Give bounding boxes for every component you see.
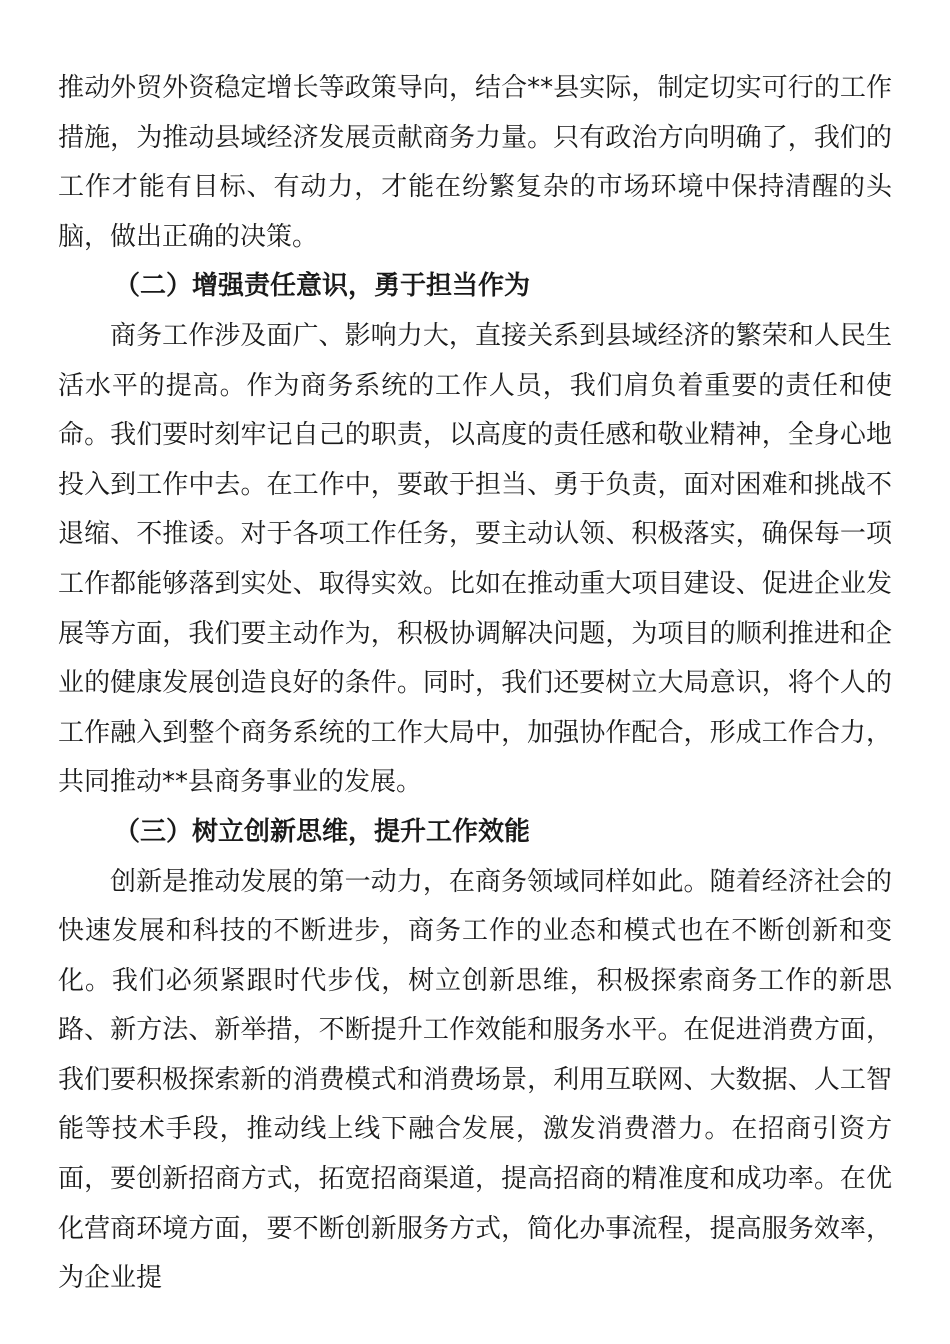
- body-paragraph: 商务工作涉及面广、影响力大，直接关系到县域经济的繁荣和人民生活水平的提高。作为商务系统的工作人员，我们肩负着重要的责任和使命。我们要时刻牢记自己的职责，以高度的责任感和敬业精神，全身心地投入到工作中去。在工作中，要敢于担当、勇于负责，面对困难和挑战不退缩、不推诿。对于各项工作任务，要主动认领、积极落实，确保每一项工作都能够落到实处、取得实效。比如在推动重大项目建设、促进企业发展等方面，我们要主动作为，积极协调解决问题，为项目的顺利推进和企业的健康发展创造良好的条件。同时，我们还要树立大局意识，将个人的工作融入到整个商务系统的工作大局中，加强协作配合，形成工作合力，共同推动**县商务事业的发展。: [58, 320, 892, 798]
- section-heading: （三）树立创新思维，提升工作效能: [114, 816, 531, 847]
- body-paragraph: 创新是推动发展的第一动力，在商务领域同样如此。随着经济社会的快速发展和科技的不断进步，商务工作的业态和模式也在不断创新和变化。我们必须紧跟时代步伐，树立创新思维，积极探索商务工作的新思路、新方法、新举措，不断提升工作效能和服务水平。在促进消费方面，我们要积极探索新的消费模式和消费场景，利用互联网、大数据、人工智能等技术手段，推动线上线下融合发展，激发消费潜力。在招商引资方面，要创新招商方式，拓宽招商渠道，提高招商的精准度和成功率。在优化营商环境方面，要不断创新服务方式，简化办事流程，提高服务效率，为企业提: [58, 866, 892, 1294]
- section-heading: （二）增强责任意识，勇于担当作为: [114, 271, 531, 302]
- body-paragraph: 推动外贸外资稳定增长等政策导向，结合**县实际，制定切实可行的工作措施，为推动县域经济发展贡献商务力量。只有政治方向明确了，我们的工作才能有目标、有动力，才能在纷繁复杂的市场环境中保持清醒的头脑，做出正确的决策。: [58, 73, 892, 252]
- document-page: [58, 64, 892, 1304]
